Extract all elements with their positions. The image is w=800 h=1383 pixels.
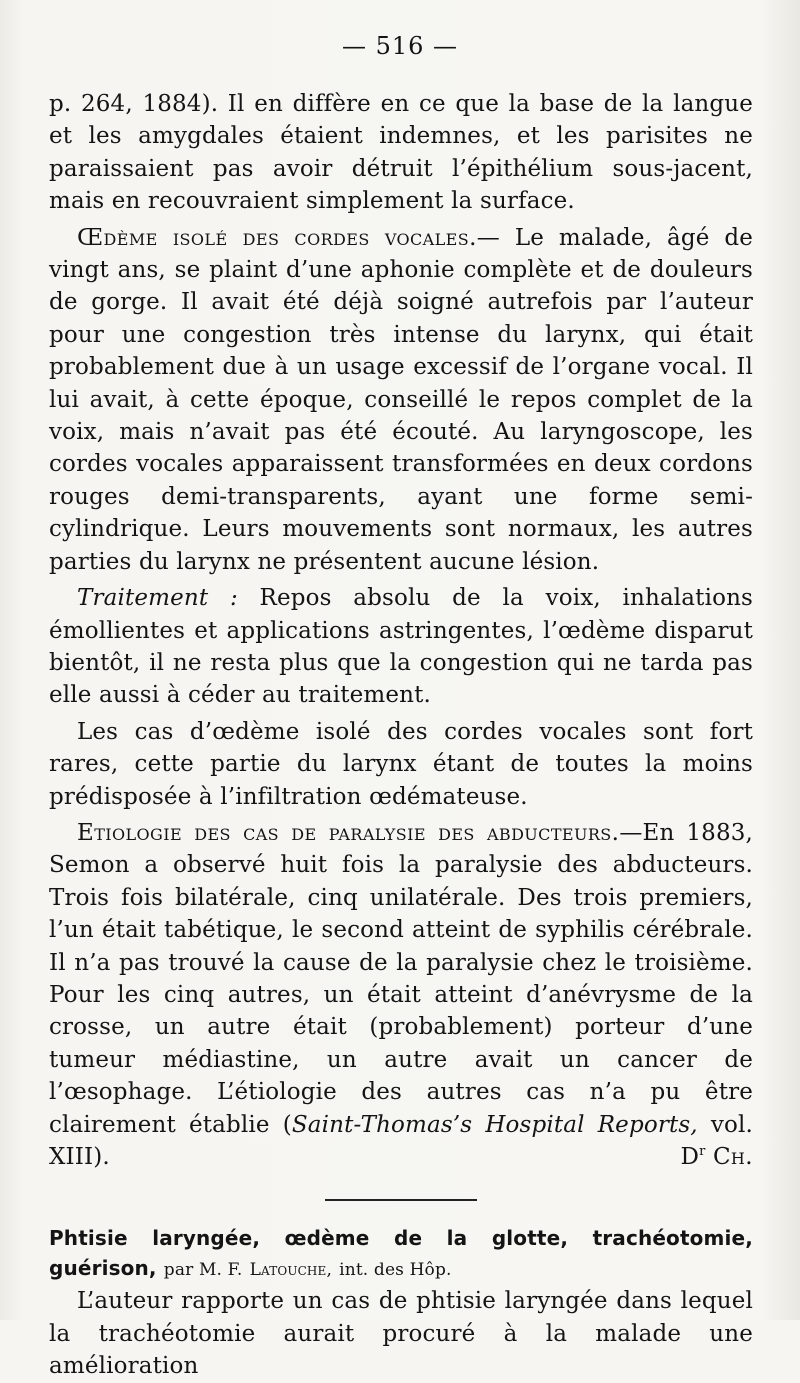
em-dash: — <box>619 819 643 846</box>
separator-rule <box>325 1199 477 1201</box>
article-title: Phtisie laryngée, œdème de la glotte, trachéotomie, guérison, <box>49 1226 753 1281</box>
section-title-etiologie: Etiologie des cas de paralysie des abducteurs. <box>77 819 620 846</box>
section-title-oedeme: Œdème isolé des cordes vocales. <box>77 224 477 251</box>
paragraph-etiologie <box>49 817 753 1173</box>
paragraph-oedeme <box>49 222 753 578</box>
page-number: — 516 — <box>341 32 459 60</box>
em-dash: — <box>476 224 500 251</box>
article-author: Latouche, <box>249 1260 333 1281</box>
paragraph-phtisie: L’auteur rapporte un cas de phtisie laryngée dans lequel la trachéotomie aurait procuré à la malade une amélioration <box>49 1288 753 1380</box>
paragraph-traitement <box>49 582 753 712</box>
article-by: par M. F. <box>163 1260 243 1281</box>
paragraph-rares: Les cas d’œdème isolé des cordes vocales sont fort rares, cette partie du larynx étant de toutes la moins prédisposée à l’infiltration œdémateuse. <box>49 718 753 810</box>
signature-title: D <box>680 1144 700 1170</box>
signature-title-sup: r <box>699 1144 706 1159</box>
etiologie-body: En 1883, Semon a observé huit fois la paralysie des abducteurs. Trois fois bilatérale, cinq unilatérale. Des trois premiers, l’un était tabétique, le second atteint de syphilis cérébrale. Il n’a pas trouvé la cause de la paralysie chez le troisième. Pour les cinq autres, un était atteint d’anévrysme de la crosse, un autre était (probablement) porteur d’une tumeur médiastine, un autre avait un cancer de l’œsophage. L’étiologie des autres cas n’a pu être clairement établie ( <box>49 819 753 1138</box>
signature-name: Ch. <box>712 1144 753 1170</box>
signature <box>653 1141 754 1173</box>
traitement-label: Traitement : <box>77 585 238 612</box>
traitement-body: Repos absolu de la voix, inhalations émollientes et applications astringentes, l’œdème disparut bientôt, il ne resta plus que la congestion qui ne tarda pas elle aussi à céder au traitement. <box>49 585 753 709</box>
article-affiliation: int. des Hôp. <box>339 1260 452 1281</box>
text-column <box>49 88 753 1383</box>
article-heading <box>49 1223 753 1285</box>
paragraph-continuation: p. 264, 1884). Il en diffère en ce que la base de la langue et les amygdales étaient indemnes, et les parisites ne paraissaient pas avoir détruit l’épithélium sous-jacent, mais en recouvraient simplement la surface. <box>49 91 753 215</box>
oedeme-body: Le malade, âgé de vingt ans, se plaint d’une aphonie complète et de douleurs de gorge. Il avait été déjà soigné autrefois par l’auteur pour une congestion très intense du larynx, qui était probablement due à un usage excessif de l’organe vocal. Il lui avait, à cette époque, conseillé le repos complet de la voix, mais n’avait pas été écouté. Au laryngoscope, les cordes vocales apparaissent transformées en deux cordons rouges demi-transparents, ayant une forme semi-cylindrique. Leurs mouvements sont normaux, les autres parties du larynx ne présentent aucune lésion. <box>49 224 754 575</box>
volume-reference: vol. XIII). <box>49 1111 753 1170</box>
source-reference: Saint-Thomas’s Hospital Reports, <box>291 1111 698 1138</box>
